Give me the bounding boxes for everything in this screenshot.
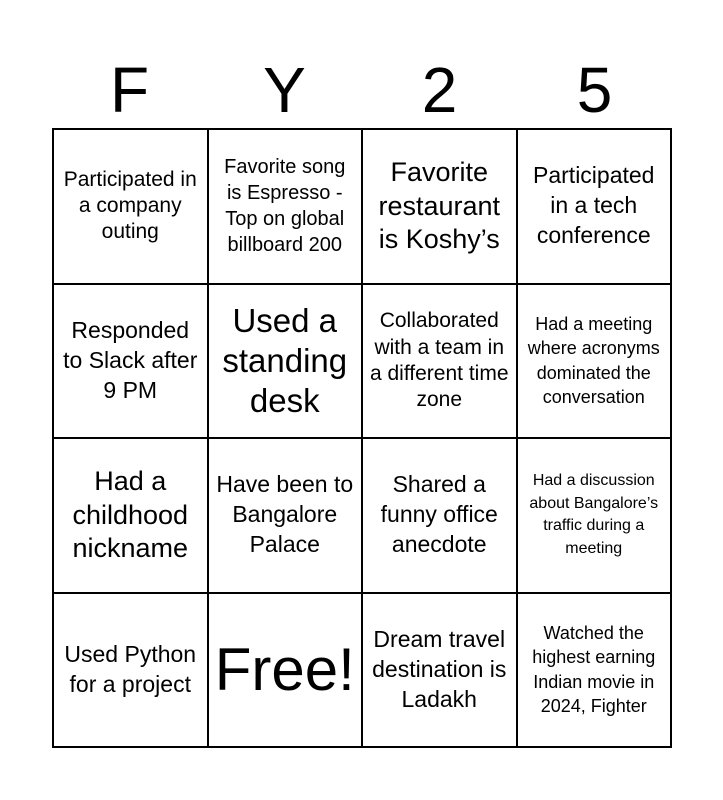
header-letter-f: F [109, 54, 150, 126]
bingo-cell-free[interactable] [209, 594, 364, 749]
header-letter-2: 2 [421, 54, 458, 126]
bingo-cell-r1c3[interactable] [363, 130, 518, 285]
cell-text: Shared a funny office anecdote [380, 471, 498, 558]
bingo-cell-r3c4[interactable] [518, 439, 673, 594]
cell-text: Watched the highest earning Indian movie in 2024, Fighter [532, 623, 656, 717]
bingo-cell-r3c2[interactable] [209, 439, 364, 594]
bingo-cell-r3c3[interactable] [363, 439, 518, 594]
bingo-cell-r4c1[interactable] [54, 594, 209, 749]
bingo-header [52, 52, 672, 128]
cell-text: Have been to Bangalore Palace [216, 471, 354, 558]
bingo-cell-r2c4[interactable] [518, 285, 673, 440]
header-letter-y: Y [263, 54, 306, 126]
bingo-cell-r2c2[interactable] [209, 285, 364, 440]
bingo-cell-r1c2[interactable] [209, 130, 364, 285]
bingo-grid [52, 128, 672, 748]
bingo-cell-r4c3[interactable] [363, 594, 518, 749]
cell-text: Had a discussion about Bangalore’s traffic during a meeting [529, 472, 659, 557]
cell-text: Participated in a tech conference [533, 162, 655, 249]
cell-text: Had a childhood nickname [72, 466, 189, 563]
bingo-cell-r3c1[interactable] [54, 439, 209, 594]
cell-text: Favorite song is Espresso - Top on global billboard 200 [224, 156, 346, 257]
bingo-cell-r1c1[interactable] [54, 130, 209, 285]
cell-text: Had a meeting where acronyms dominated the conversation [527, 314, 660, 408]
bingo-cell-r2c3[interactable] [363, 285, 518, 440]
cell-text: Participated in a company outing [63, 167, 197, 244]
cell-text: Used Python for a project [64, 640, 197, 697]
bingo-cell-r2c1[interactable] [54, 285, 209, 440]
bingo-cell-r4c4[interactable] [518, 594, 673, 749]
cell-text: Free! [214, 635, 355, 703]
cell-text: Dream travel destination is Ladakh [372, 625, 507, 712]
cell-text: Responded to Slack after 9 PM [63, 316, 198, 403]
cell-text: Used a standing desk [222, 302, 348, 419]
header-letter-5: 5 [576, 54, 613, 126]
cell-text: Collaborated with a team in a different time zone [369, 309, 509, 411]
bingo-cell-r1c4[interactable] [518, 130, 673, 285]
cell-text: Favorite restaurant is Koshy’s [378, 157, 501, 254]
